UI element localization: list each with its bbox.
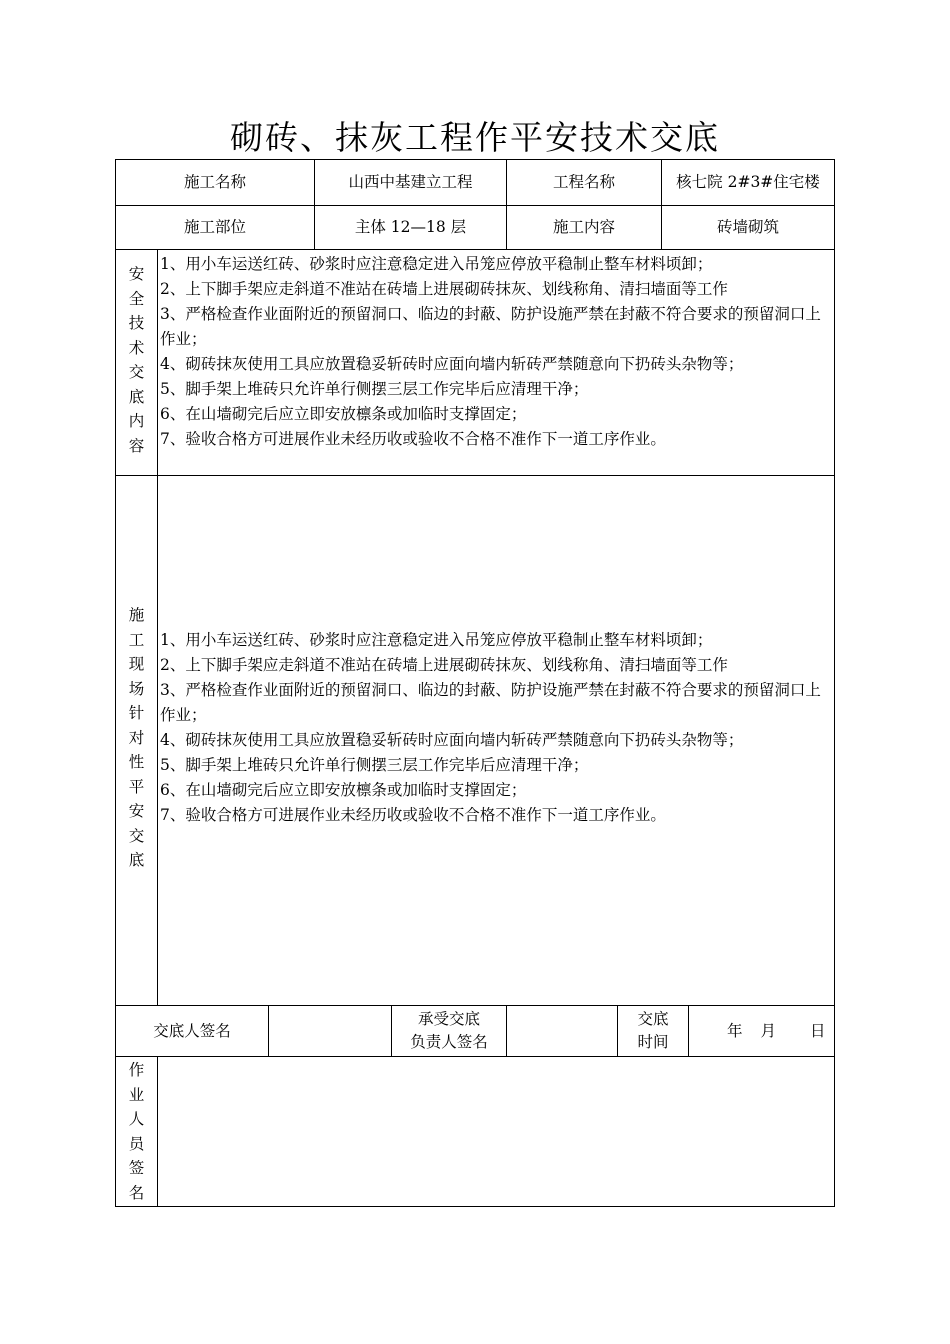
label-char: 施: [128, 606, 145, 624]
label-char: 签: [128, 1159, 145, 1177]
label-char: 技: [128, 314, 145, 332]
handover-date-field: [689, 1006, 834, 1056]
list-item: 4、砌砖抹灰使用工具应放置稳妥斩砖时应面向墙内斩砖严禁随意向下扔砖头杂物等；: [160, 731, 744, 749]
date-month: 月: [760, 1021, 777, 1040]
handover-signature-field: [269, 1006, 391, 1056]
date-year: 年: [727, 1021, 743, 1040]
receiver-signature-field: [507, 1006, 617, 1056]
receiver-signature-label: [392, 1006, 506, 1056]
construction-part-value: 主体 12—18 层: [354, 218, 467, 236]
list-item: 3、严格检查作业面附近的预留洞口、临边的封蔽、防护设施严禁在封蔽不符合要求的预留洞口上作业；: [160, 681, 821, 724]
time-label-line1: 交底: [637, 1010, 669, 1028]
label-char: 针: [128, 704, 145, 722]
construction-content-value: 砖墙砌筑: [716, 218, 779, 236]
construction-part-label: 施工部位: [183, 218, 246, 236]
handover-time-label: [618, 1006, 688, 1056]
label-char: 名: [128, 1183, 145, 1202]
list-item: 7、验收合格方可进展作业未经历收或验收不合格不准作下一道工序作业。: [160, 430, 666, 448]
list-item: 4、砌砖抹灰使用工具应放置稳妥斩砖时应面向墙内斩砖严禁随意向下扔砖头杂物等；: [160, 355, 744, 373]
construction-content-label: 施工内容: [552, 218, 615, 236]
receiver-label-line2: 负责人签名: [410, 1033, 488, 1051]
label-char: 人: [128, 1110, 145, 1128]
row-divider: [115, 475, 835, 476]
list-item: 2、上下脚手架应走斜道不准站在砖墙上进展砌砖抹灰、划线称角、清扫墙面等工作: [160, 280, 728, 298]
label-char: 底: [128, 851, 145, 869]
list-item: 5、脚手架上堆砖只允许单行侧摆三层工作完毕后应清理干净；: [160, 756, 589, 774]
label-char: 现: [128, 655, 145, 673]
list-item: 1、用小车运送红砖、砂浆时应注意稳定进入吊笼应停放平稳制止整车材料顷卸；: [160, 631, 713, 649]
table-right-border: [834, 159, 835, 1207]
workers-signature-area: [158, 1057, 834, 1206]
label-char: 交: [128, 363, 145, 381]
row-divider: [115, 249, 835, 250]
site-section-content: [160, 628, 830, 828]
date-day: 日: [810, 1021, 826, 1040]
label-char: 安: [128, 802, 145, 820]
label-char: 作: [128, 1061, 145, 1079]
label-char: 员: [128, 1134, 145, 1153]
list-item: 7、验收合格方可进展作业未经历收或验收不合格不准作下一道工序作业。: [160, 806, 666, 824]
list-item: 3、严格检查作业面附近的预留洞口、临边的封蔽、防护设施严禁在封蔽不符合要求的预留洞口上作业；: [160, 305, 821, 348]
label-char: 底: [128, 387, 145, 406]
label-char: 场: [128, 679, 145, 698]
project-name-value: 核七院 2#3#住宅楼: [676, 173, 820, 191]
page-title: 砌砖、抹灰工程作平安技术交底: [230, 118, 720, 157]
construction-name-value: 山西中基建立工程: [348, 173, 473, 191]
column-divider: [157, 249, 158, 1006]
project-name-label: 工程名称: [552, 173, 615, 191]
label-char: 对: [128, 728, 145, 747]
receiver-label-line1: 承受交底: [417, 1010, 480, 1028]
table-bottom-border: [115, 1206, 835, 1207]
list-item: 5、脚手架上堆砖只允许单行侧摆三层工作完毕后应清理干净；: [160, 380, 589, 398]
time-label-line2: 时间: [637, 1033, 669, 1051]
list-item: 6、在山墙砌完后应立即安放檩条或加临时支撑固定；: [160, 405, 527, 423]
workers-signature-label: [116, 1058, 157, 1205]
label-char: 安: [128, 265, 145, 283]
label-char: 术: [128, 338, 145, 357]
handover-signature-label: 交底人签名: [153, 1021, 231, 1040]
safety-section-content: [160, 252, 830, 452]
list-item: 6、在山墙砌完后应立即安放檩条或加临时支撑固定；: [160, 781, 527, 799]
label-char: 性: [128, 753, 145, 771]
label-char: 容: [128, 436, 145, 455]
list-item: 2、上下脚手架应走斜道不准站在砖墙上进展砌砖抹灰、划线称角、清扫墙面等工作: [160, 656, 728, 674]
safety-section-label: [116, 262, 157, 458]
label-char: 业: [128, 1085, 145, 1104]
label-char: 交: [128, 826, 145, 845]
site-section-label: [116, 603, 157, 873]
label-char: 内: [128, 412, 145, 430]
construction-name-label: 施工名称: [183, 173, 246, 191]
label-char: 全: [128, 289, 145, 308]
list-item: 1、用小车运送红砖、砂浆时应注意稳定进入吊笼应停放平稳制止整车材料顷卸；: [160, 255, 713, 273]
label-char: 工: [128, 630, 145, 649]
label-char: 平: [128, 777, 145, 796]
